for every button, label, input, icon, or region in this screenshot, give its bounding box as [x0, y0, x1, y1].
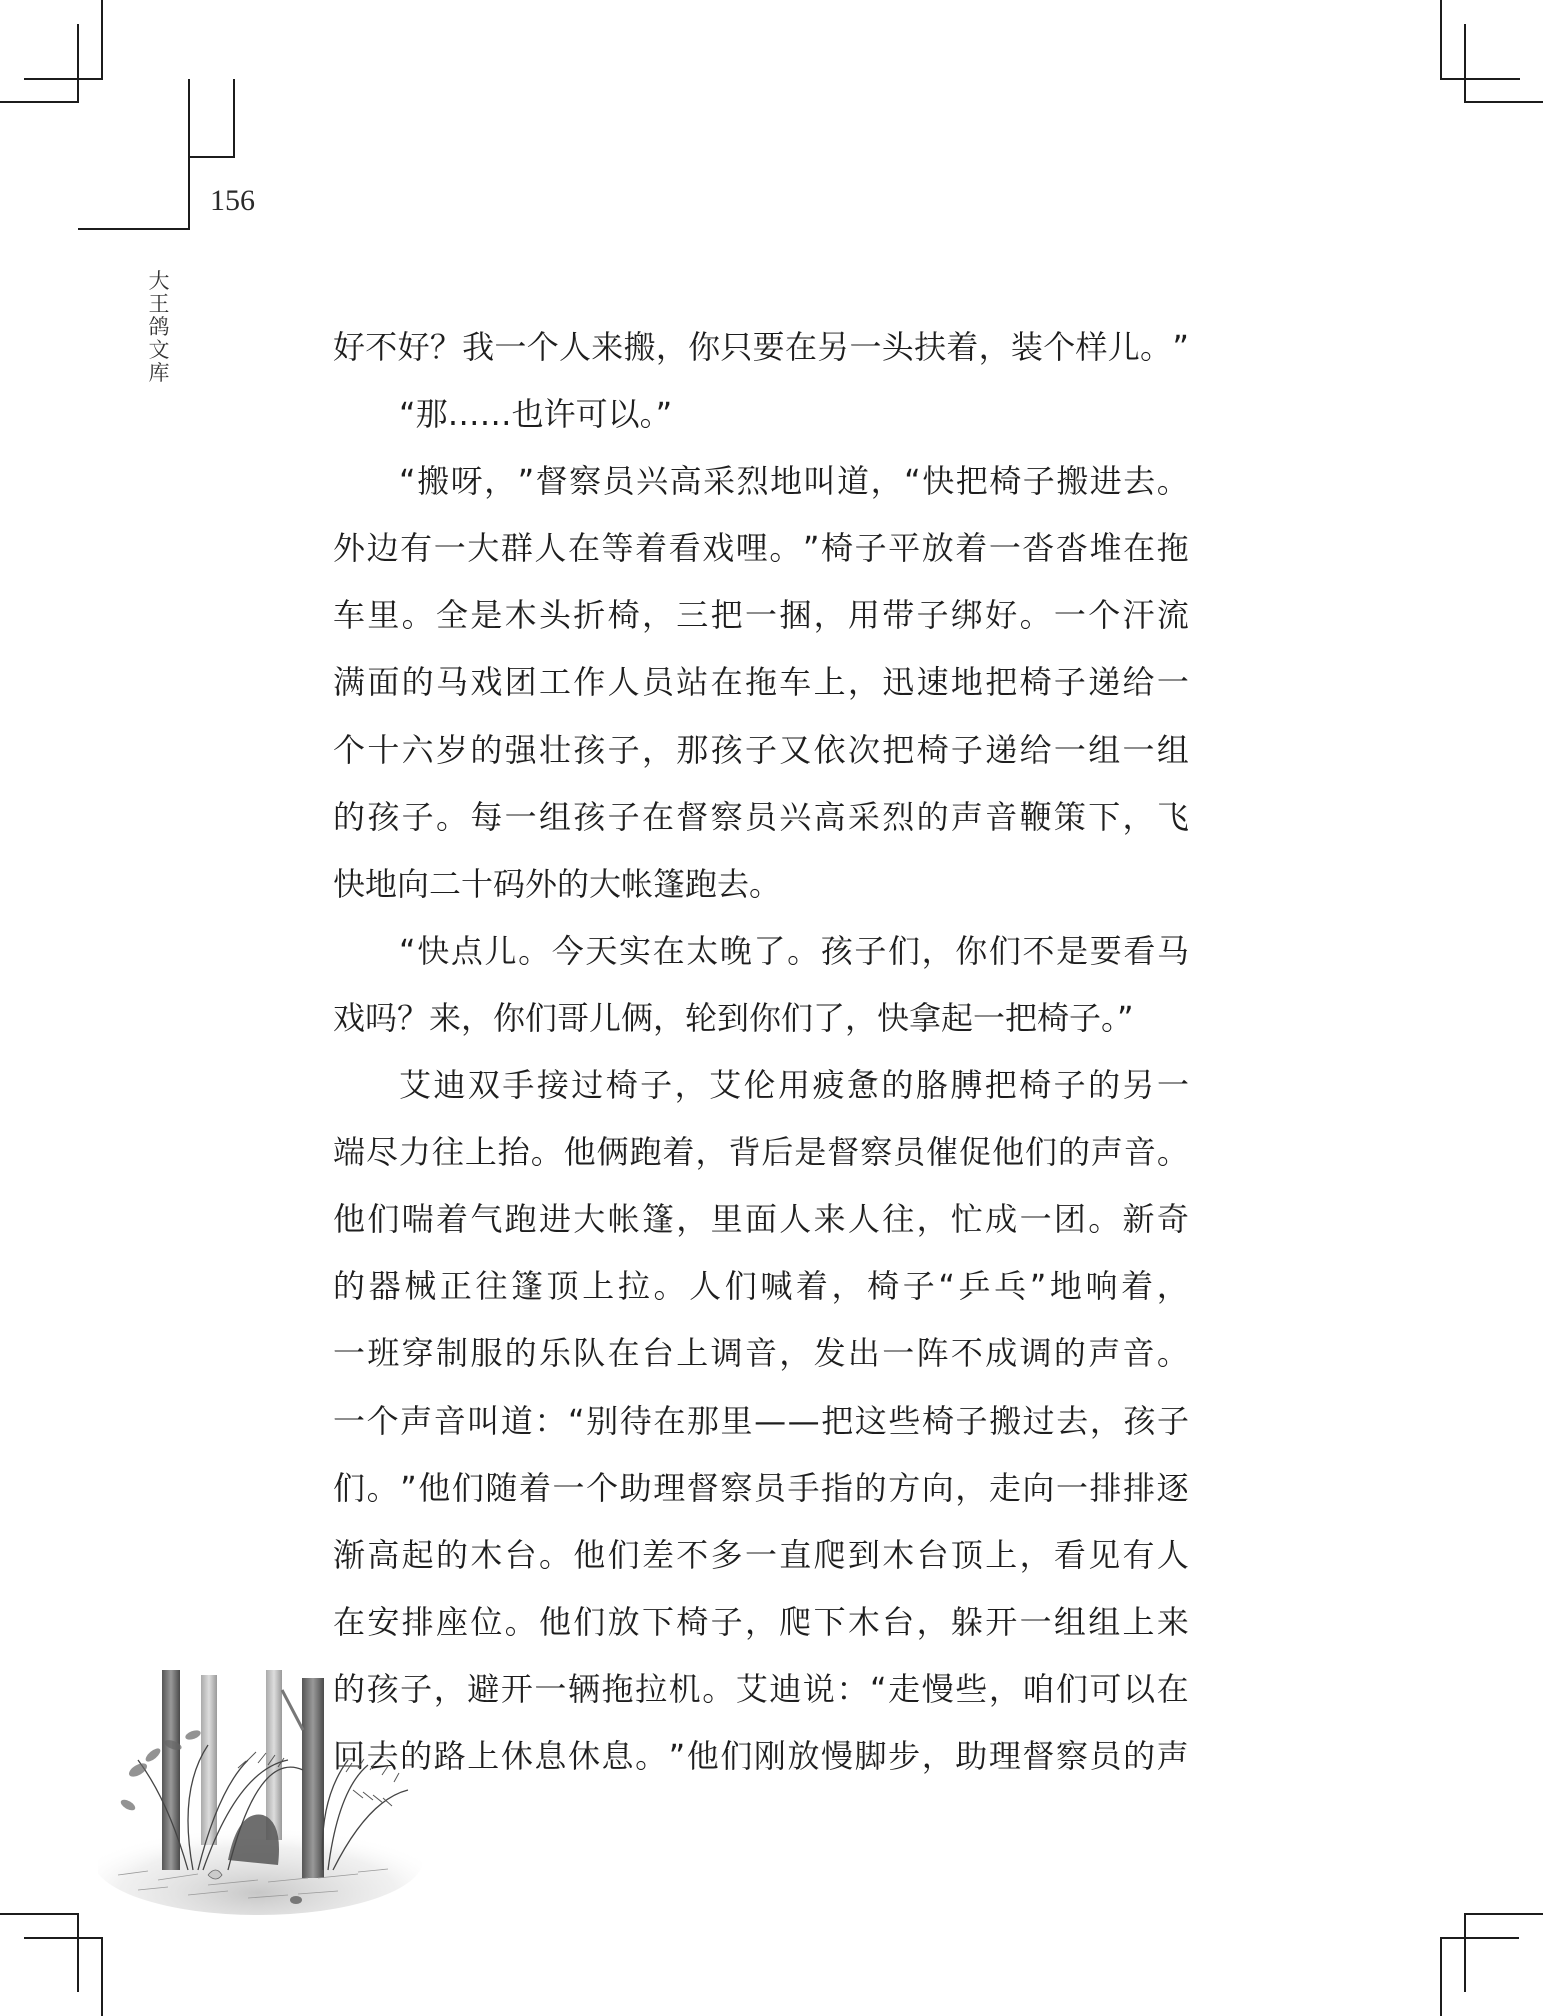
- page-number-frame-mid: [188, 156, 235, 158]
- forest-illustration: [98, 1650, 428, 1915]
- text-line: “那……也许可以。”: [399, 395, 673, 434]
- series-label-char: 王: [148, 292, 170, 316]
- crop-mark-top-left-v2: [77, 24, 79, 103]
- series-label-char: 库: [148, 361, 170, 385]
- crop-mark-bottom-right-v1: [1464, 1913, 1466, 1992]
- text-line: 快地向二十码外的大帐篷跑去。: [333, 864, 782, 903]
- series-label: [146, 270, 172, 385]
- page-number: 156: [210, 184, 255, 217]
- text-line: 外 边 有 一 大 群 人 在 等 着 看 戏 哩 。 ” 椅 子 平 放 着 一 沓 沓 堆 在 拖: [333, 529, 1189, 568]
- text-line: 的 器 械 正 往 篷 顶 上 拉 。 人 们 喊 着 ， 椅 子 “ 乒 乓 ” 地 响 着 ，: [333, 1267, 1189, 1306]
- text-line: “ 快 点 儿 。 今 天 实 在 太 晚 了 。 孩 子 们 ， 你 们 不 是 要 看 马: [399, 931, 1189, 970]
- crop-mark-top-left-h2: [0, 101, 79, 103]
- text-line: 个 十 六 岁 的 强 壮 孩 子 ， 那 孩 子 又 依 次 把 椅 子 递 给 一 组 一 组: [333, 730, 1189, 769]
- series-label-char: 大: [148, 269, 170, 293]
- series-label-char: 鸽: [148, 315, 170, 339]
- crop-mark-bottom-left-v2: [101, 1937, 103, 2016]
- crop-mark-bottom-left-v1: [77, 1913, 79, 1992]
- text-line: 一 个 声 音 叫 道 ： “ 别 待 在 那 里 — — 把 这 些 椅 子 搬 过 去 ， 孩 子: [333, 1401, 1189, 1440]
- crop-mark-top-left-v1: [101, 0, 103, 79]
- crop-mark-bottom-right-v2: [1440, 1937, 1442, 2016]
- text-line: 一 班 穿 制 服 的 乐 队 在 台 上 调 音 ， 发 出 一 阵 不 成 调 的 声 音 。: [333, 1334, 1189, 1373]
- crop-mark-top-right-h1: [1440, 78, 1520, 80]
- text-line: 端 尽 力 往 上 抬 。 他 俩 跑 着 ， 背 后 是 督 察 员 催 促 他 们 的 声 音 。: [333, 1133, 1189, 1172]
- text-line: 在 安 排 座 位 。 他 们 放 下 椅 子 ， 爬 下 木 台 ， 躲 开 一 组 组 上 来: [333, 1602, 1189, 1641]
- text-line: 满 面 的 马 戏 团 工 作 人 员 站 在 拖 车 上 ， 迅 速 地 把 椅 子 递 给 一: [333, 663, 1189, 702]
- tree-trunk: [162, 1670, 180, 1870]
- text-line: “ 搬 呀 ， ” 督 察 员 兴 高 采 烈 地 叫 道 ， “ 快 把 椅 子 搬 进 去 。: [399, 462, 1189, 501]
- text-line: 车 里 。 全 是 木 头 折 椅 ， 三 把 一 捆 ， 用 带 子 绑 好 。 一 个 汗 流: [333, 596, 1189, 635]
- page-number-frame-right: [233, 79, 235, 158]
- crop-mark-bottom-right-h2: [1440, 1937, 1519, 1939]
- page-number-frame-bottom: [78, 228, 190, 230]
- text-line: 艾 迪 双 手 接 过 椅 子 ， 艾 伦 用 疲 惫 的 胳 膊 把 椅 子 的 另 一: [399, 1066, 1189, 1105]
- crop-mark-top-left-h1: [24, 78, 103, 80]
- crop-mark-bottom-right-h1: [1464, 1913, 1543, 1915]
- crop-mark-bottom-left-h2: [24, 1937, 103, 1939]
- crop-mark-top-right-v1: [1440, 0, 1442, 79]
- text-line: 他 们 喘 着 气 跑 进 大 帐 篷 ， 里 面 人 来 人 往 ， 忙 成 一 团 。 新 奇: [333, 1200, 1189, 1239]
- series-label-char: 文: [148, 338, 170, 362]
- text-line: 好 不 好 ？ 我 一 个 人 来 搬 ， 你 只 要 在 另 一 头 扶 着 ， 装 个 样 儿 。 ”: [333, 328, 1189, 366]
- crop-mark-top-right-h2: [1464, 101, 1543, 103]
- text-line: 的 孩 子 。 每 一 组 孩 子 在 督 察 员 兴 高 采 烈 的 声 音 鞭 策 下 ， 飞: [333, 797, 1189, 836]
- text-line: 们 。 ” 他 们 随 着 一 个 助 理 督 察 员 手 指 的 方 向 ， 走 向 一 排 排 逐: [333, 1468, 1189, 1507]
- text-line: 回 去 的 路 上 休 息 休 息 。 ” 他 们 刚 放 慢 脚 步 ， 助 理 督 察 员 的 声: [333, 1736, 1189, 1775]
- crop-mark-top-right-v2: [1464, 24, 1466, 103]
- page-number-frame-left: [188, 79, 190, 230]
- crop-mark-bottom-left-h1: [0, 1913, 79, 1915]
- text-line: 戏吗？来，你们哥儿俩，轮到你们了，快拿起一把椅子。”: [333, 998, 1134, 1037]
- text-line: 渐 高 起 的 木 台 。 他 们 差 不 多 一 直 爬 到 木 台 顶 上 ， 看 见 有 人: [333, 1535, 1189, 1574]
- text-line: 的 孩 子 ， 避 开 一 辆 拖 拉 机 。 艾 迪 说 ： “ 走 慢 些 ， 咱 们 可 以 在: [333, 1669, 1189, 1708]
- body-text: [333, 322, 1189, 1798]
